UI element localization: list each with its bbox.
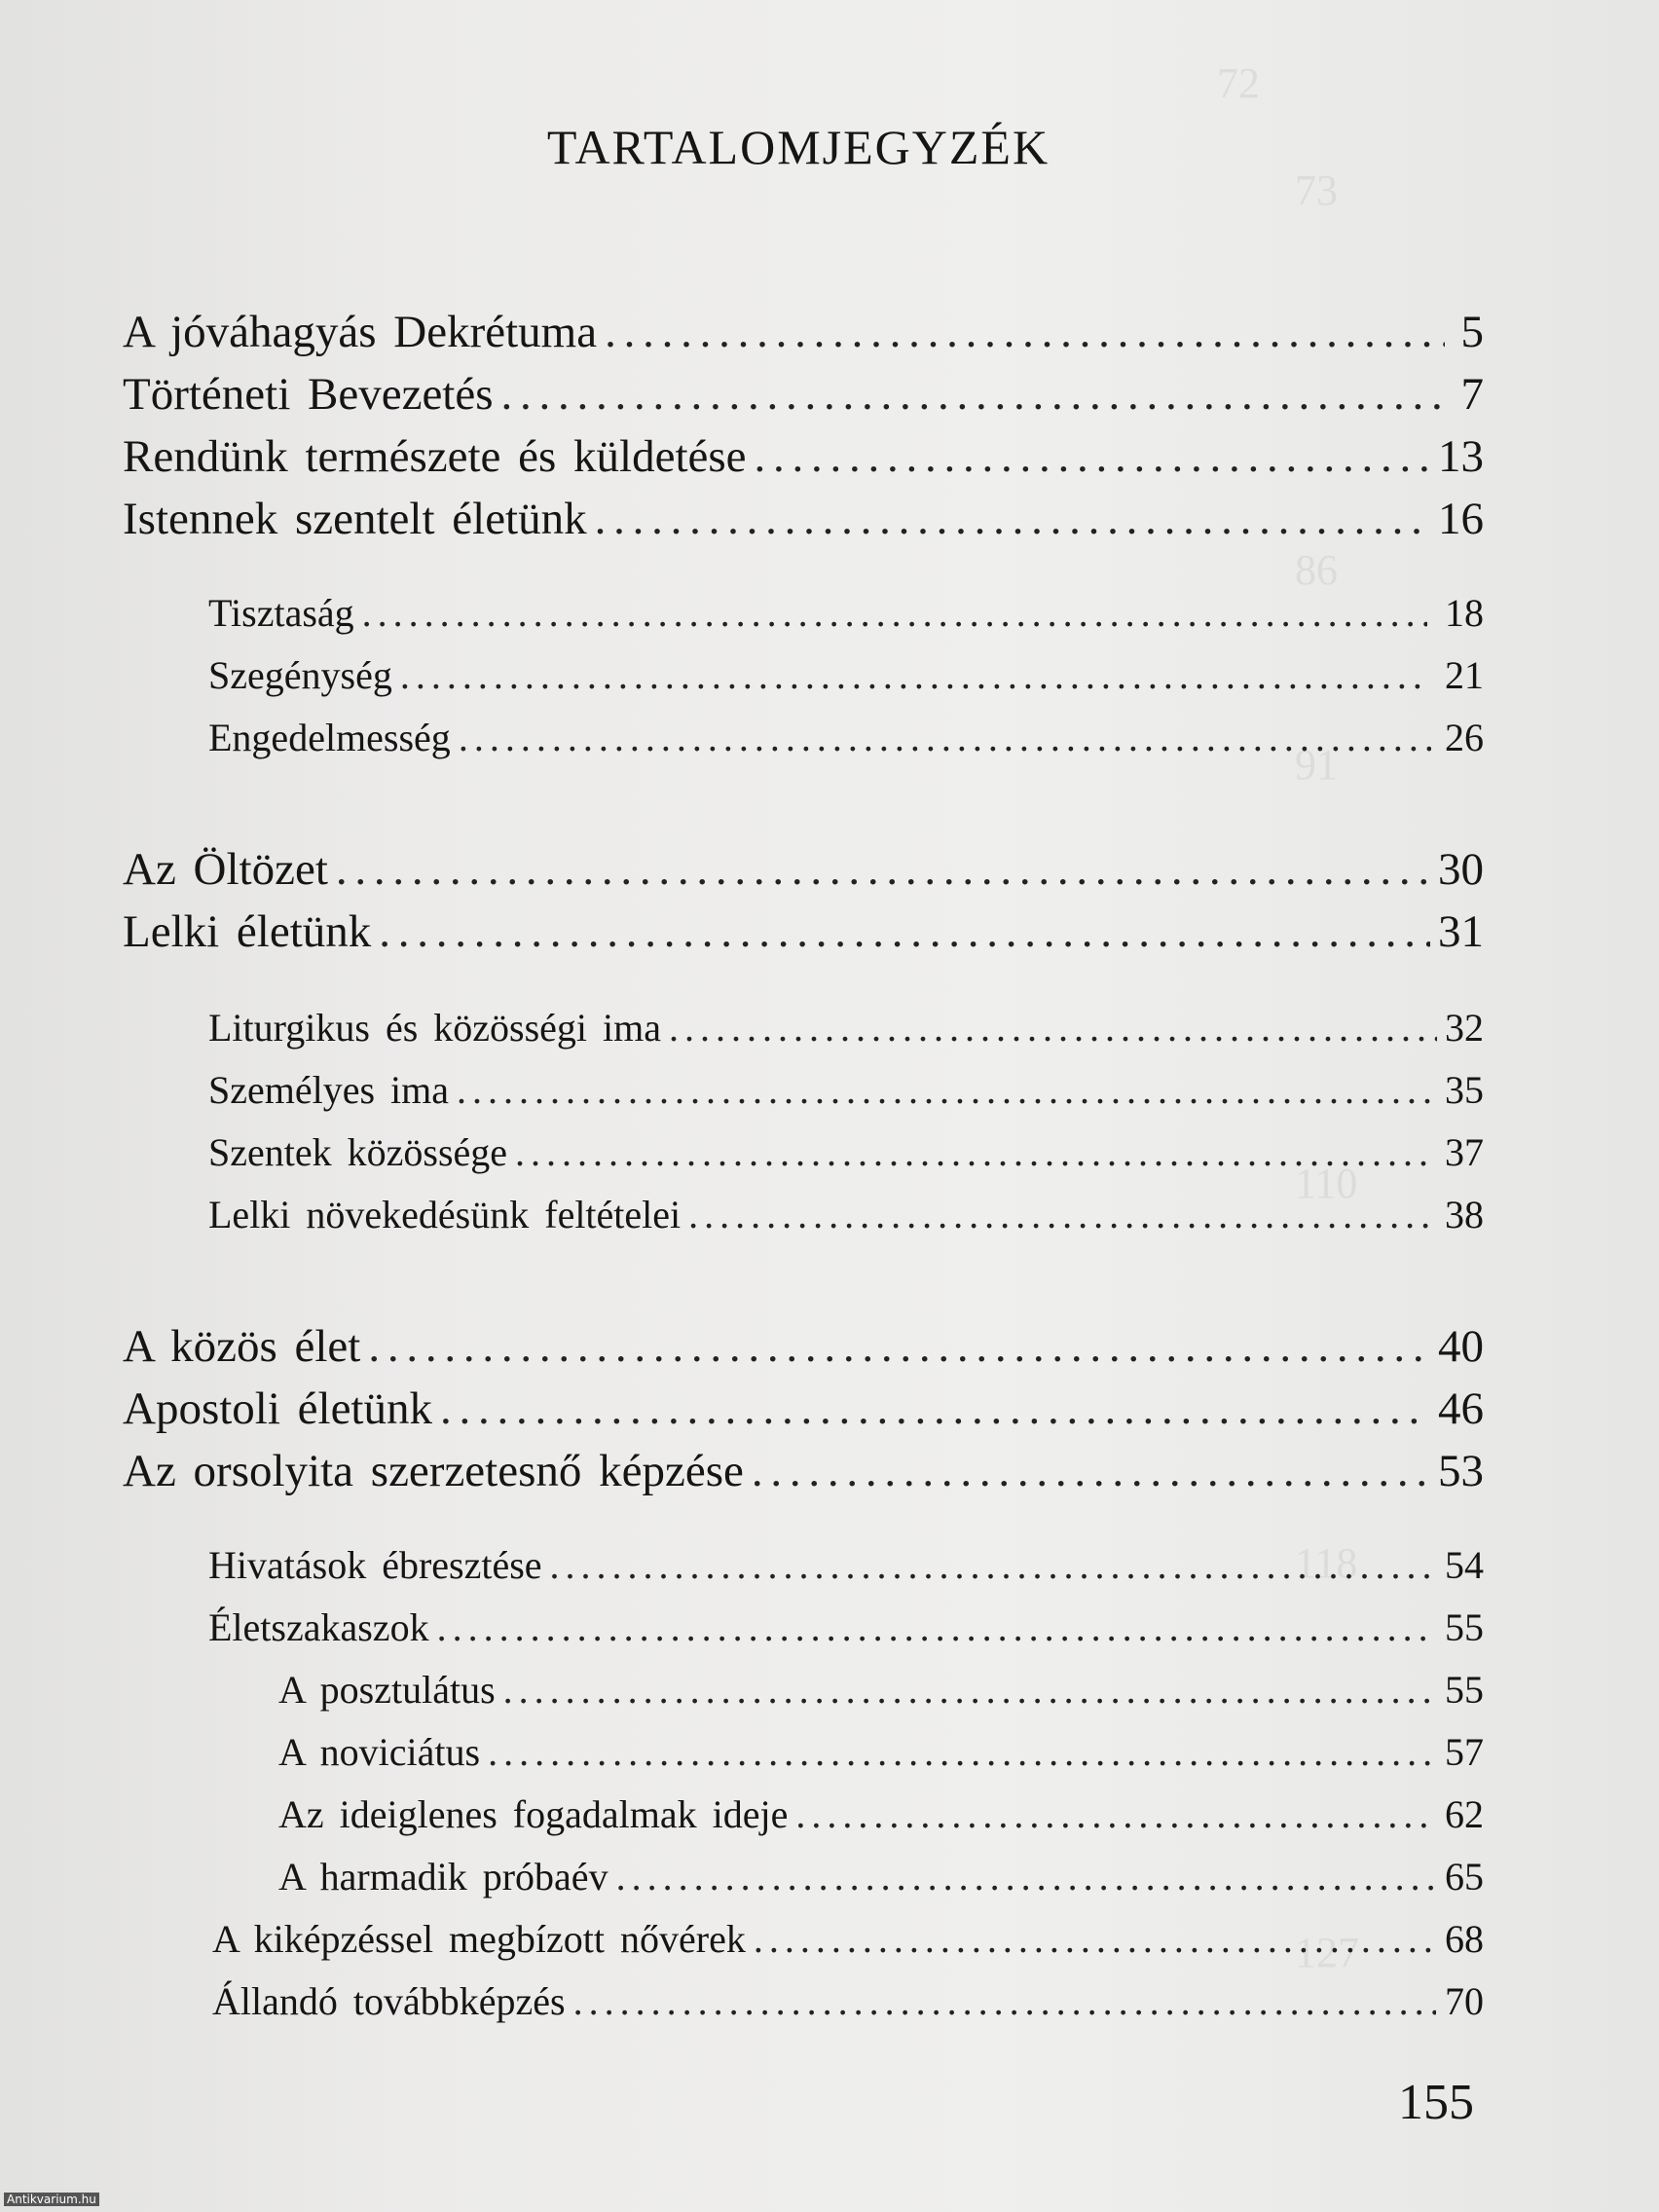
toc-leader-dots bbox=[457, 1067, 1431, 1113]
toc-entry-label: Apostoli életünk bbox=[123, 1383, 432, 1434]
toc-leader-dots bbox=[459, 715, 1431, 760]
toc-entry-label: Személyes ima bbox=[208, 1068, 450, 1112]
toc-entry-label: A jóváhagyás Dekrétuma bbox=[123, 307, 598, 357]
bleed-through-text: 127 bbox=[1295, 1929, 1359, 1976]
toc-entry-label: Hivatások ébresztése bbox=[208, 1543, 542, 1587]
toc-entry-page: 62 bbox=[1445, 1792, 1484, 1836]
toc-entry-label: A közös élet bbox=[123, 1321, 361, 1372]
toc-entry-page: 16 bbox=[1438, 494, 1484, 544]
toc-entry-label: Lelki életünk bbox=[123, 906, 372, 957]
toc-entry bbox=[123, 1320, 1484, 1379]
toc-entry-page: 68 bbox=[1445, 1917, 1484, 1961]
toc-leader-dots bbox=[605, 306, 1444, 358]
toc-entry-label: Lelki növekedésünk feltételei bbox=[208, 1193, 682, 1236]
toc-leader-dots bbox=[616, 1854, 1437, 1899]
toc-entry bbox=[123, 1445, 1484, 1503]
toc-entry-page: 38 bbox=[1445, 1193, 1484, 1236]
page-title: TARTALOMJEGYZÉK bbox=[546, 119, 1051, 174]
toc-entry-page: 40 bbox=[1438, 1321, 1484, 1372]
toc-entry-label: A kiképzéssel megbízott nővérek bbox=[212, 1917, 746, 1961]
toc-entry bbox=[123, 368, 1484, 426]
toc-entry bbox=[278, 1667, 1484, 1725]
toc-leader-dots bbox=[595, 493, 1430, 545]
watermark: Antikvarium.hu bbox=[4, 2193, 99, 2206]
toc-entry-label: Istennek szentelt életünk bbox=[123, 494, 587, 544]
toc-entry bbox=[208, 652, 1484, 711]
toc-entry-label: Szentek közössége bbox=[208, 1130, 508, 1174]
toc-leader-dots bbox=[550, 1542, 1436, 1588]
toc-leader-dots bbox=[688, 1192, 1437, 1237]
toc-entry bbox=[123, 493, 1484, 551]
toc-leader-dots bbox=[795, 1791, 1437, 1837]
toc-entry-label: Rendünk természete és küldetése bbox=[123, 431, 747, 482]
toc-leader-dots bbox=[362, 590, 1427, 636]
page-number: 155 bbox=[1398, 2075, 1474, 2130]
toc-entry-page: 54 bbox=[1445, 1543, 1484, 1587]
toc-entry bbox=[212, 1978, 1484, 2037]
toc-leader-dots bbox=[669, 1005, 1437, 1051]
toc-leader-dots bbox=[752, 1445, 1430, 1497]
toc-entry-page: 7 bbox=[1460, 369, 1484, 420]
toc-entry bbox=[212, 1916, 1484, 1974]
toc-entry-page: 5 bbox=[1460, 307, 1484, 357]
toc-entry bbox=[208, 1005, 1484, 1063]
toc-entry-page: 53 bbox=[1438, 1446, 1484, 1496]
toc-entry bbox=[123, 430, 1484, 489]
toc-leader-dots bbox=[503, 1667, 1434, 1713]
toc-entry bbox=[123, 905, 1484, 964]
toc-entry bbox=[208, 1129, 1484, 1188]
toc-entry-page: 65 bbox=[1445, 1855, 1484, 1899]
toc-entry-page: 55 bbox=[1445, 1668, 1484, 1712]
toc-entry-label: A noviciátus bbox=[278, 1730, 481, 1774]
bleed-through-text: 73 bbox=[1295, 166, 1338, 214]
toc-leader-dots bbox=[336, 843, 1430, 896]
toc-entry-label: A harmadik próbaév bbox=[278, 1855, 608, 1899]
toc-leader-dots bbox=[400, 652, 1429, 698]
toc-leader-dots bbox=[754, 1916, 1437, 1962]
bleed-through-text: 86 bbox=[1295, 546, 1338, 594]
toc-entry-page: 18 bbox=[1445, 591, 1484, 635]
toc-entry-label: Az ideiglenes fogadalmak ideje bbox=[278, 1792, 789, 1836]
toc-entry-page: 70 bbox=[1445, 1979, 1484, 2023]
bleed-through-text: 110 bbox=[1295, 1160, 1358, 1207]
toc-entry-label: Szegénység bbox=[208, 653, 392, 697]
toc-entry-page: 32 bbox=[1445, 1006, 1484, 1050]
toc-entry-label: Történeti Bevezetés bbox=[123, 369, 494, 420]
toc-entry bbox=[208, 1192, 1484, 1250]
toc-entry bbox=[208, 1542, 1484, 1601]
toc-entry bbox=[278, 1854, 1484, 1912]
toc-entry bbox=[208, 715, 1484, 773]
toc-entry bbox=[208, 1067, 1484, 1125]
toc-entry-page: 37 bbox=[1445, 1130, 1484, 1174]
toc-entry-page: 31 bbox=[1438, 906, 1484, 957]
toc-entry-page: 46 bbox=[1438, 1383, 1484, 1434]
toc-leader-dots bbox=[755, 430, 1430, 483]
toc-entry bbox=[208, 590, 1484, 648]
toc-entry-page: 13 bbox=[1438, 431, 1484, 482]
toc-entry-label: Az orsolyita szerzetesnő képzése bbox=[123, 1446, 744, 1496]
toc-entry bbox=[123, 1382, 1484, 1441]
toc-entry bbox=[278, 1791, 1484, 1850]
toc-entry-page: 30 bbox=[1438, 844, 1484, 895]
toc-entry-label: Állandó továbbképzés bbox=[212, 1979, 566, 2023]
toc-leader-dots bbox=[515, 1129, 1434, 1175]
toc-entry-page: 57 bbox=[1445, 1730, 1484, 1774]
toc-leader-dots bbox=[379, 905, 1430, 958]
toc-leader-dots bbox=[440, 1382, 1430, 1435]
bleed-through-text: 118 bbox=[1295, 1539, 1358, 1587]
toc-entry-label: Engedelmesség bbox=[208, 716, 451, 759]
toc-entry bbox=[123, 843, 1484, 902]
toc-leader-dots bbox=[501, 368, 1441, 421]
toc-entry-page: 21 bbox=[1445, 653, 1484, 697]
toc-leader-dots bbox=[437, 1604, 1431, 1650]
toc-entry-label: Liturgikus és közösségi ima bbox=[208, 1006, 661, 1050]
toc-entry bbox=[278, 1729, 1484, 1788]
bleed-through-text: 72 bbox=[1217, 59, 1260, 107]
toc-entry-page: 55 bbox=[1445, 1605, 1484, 1649]
toc-entry-page: 35 bbox=[1445, 1068, 1484, 1112]
toc-entry-label: Tisztaság bbox=[208, 591, 354, 635]
toc-leader-dots bbox=[368, 1320, 1430, 1373]
toc-entry-label: A posztulátus bbox=[278, 1668, 496, 1712]
toc-entry bbox=[208, 1604, 1484, 1663]
toc-leader-dots bbox=[488, 1729, 1432, 1775]
toc-entry-label: Életszakaszok bbox=[208, 1605, 429, 1649]
toc-leader-dots bbox=[573, 1978, 1437, 2024]
toc-entry bbox=[123, 306, 1484, 364]
toc-entry-label: Az Öltözet bbox=[123, 844, 328, 895]
bleed-through-text: 91 bbox=[1295, 741, 1338, 789]
toc-entry-page: 26 bbox=[1445, 716, 1484, 759]
